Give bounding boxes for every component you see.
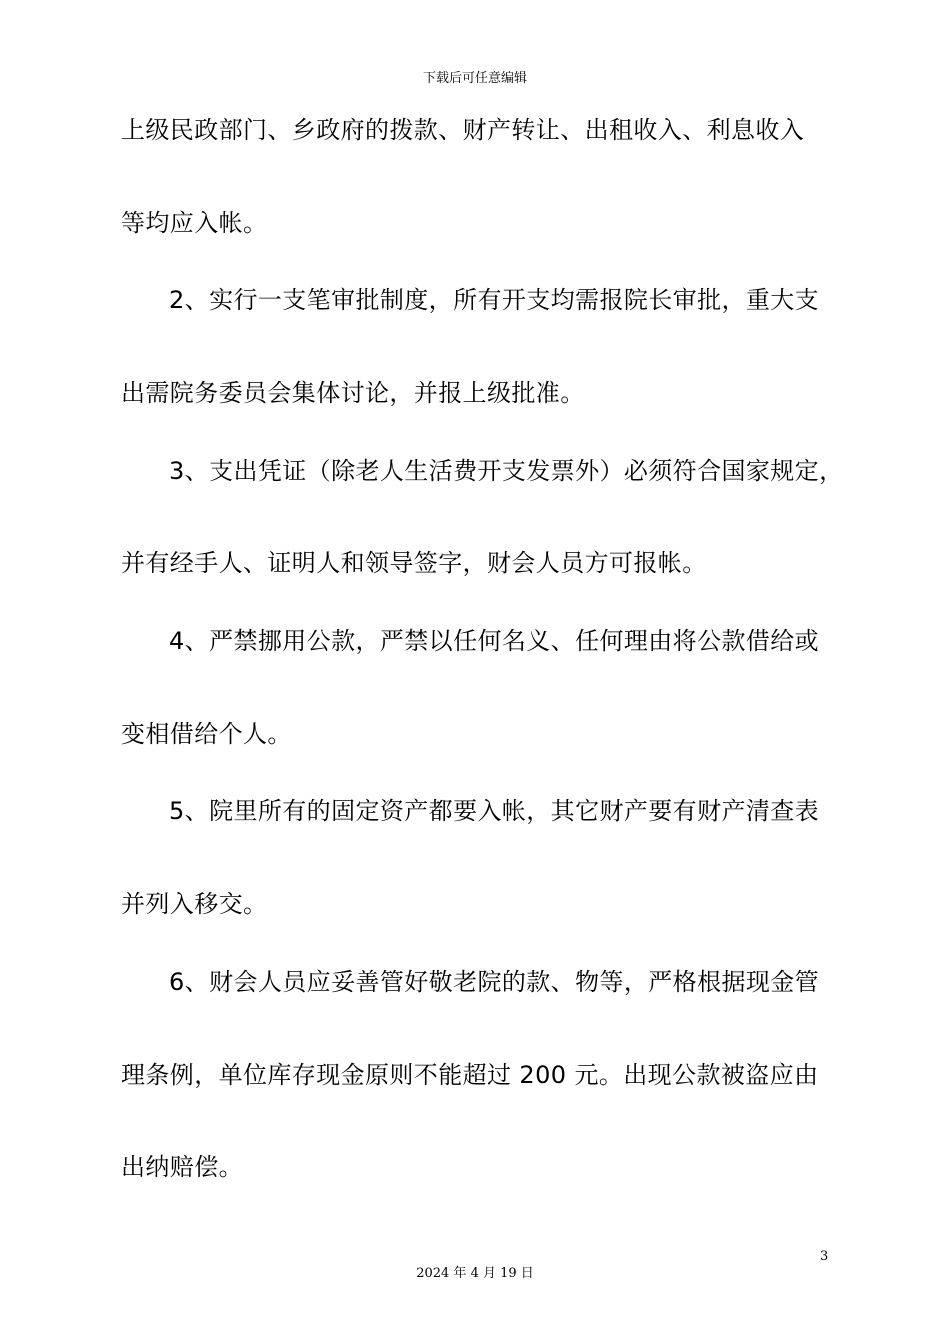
page-number: 3 (820, 1249, 829, 1264)
paragraph-line: 并列入移交。 (121, 890, 268, 918)
header-note: 下载后可任意编辑 (422, 71, 527, 86)
paragraph-line: 2、实行一支笔审批制度，所有开支均需报院长审批，重大支 (169, 286, 820, 314)
paragraph-line: 理条例，单位库存现金原则不能超过 200 元。出现公款被盗应由 (121, 1061, 819, 1089)
paragraph-line: 等均应入帐。 (121, 209, 268, 237)
paragraph-line: 变相借给个人。 (121, 720, 292, 748)
paragraph-line: 出需院务委员会集体讨论，并报上级批准。 (121, 379, 585, 407)
paragraph-line: 并有经手人、证明人和领导签字，财会人员方可报帐。 (121, 549, 707, 577)
paragraph-line: 5、院里所有的固定资产都要入帐，其它财产要有财产清查表 (169, 797, 820, 825)
paragraph-line: 3、支出凭证（除老人生活费开支发票外）必须符合国家规定， (169, 457, 844, 485)
paragraph-line: 上级民政部门、乡政府的拨款、财产转让、出租收入、利息收入 (121, 116, 805, 144)
paragraph-line: 出纳赔偿。 (121, 1153, 243, 1181)
footer-date: 2024 年 4 月 19 日 (416, 1266, 534, 1281)
paragraph-line: 4、严禁挪用公款，严禁以任何名义、任何理由将公款借给或 (169, 627, 820, 655)
paragraph-line: 6、财会人员应妥善管好敬老院的款、物等，严格根据现金管 (169, 968, 820, 996)
